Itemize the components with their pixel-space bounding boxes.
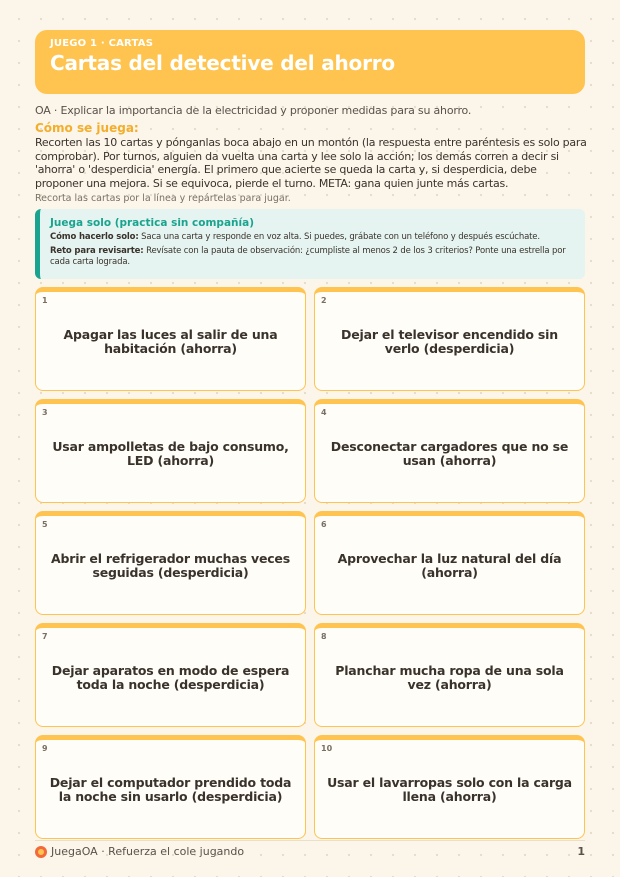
solo-review (50, 246, 575, 268)
solo-review-label: Reto para revisarte: (50, 246, 144, 256)
card-8 (314, 623, 585, 727)
cut-note: Recorta las cartas por la línea y repártelas para jugar. (35, 193, 291, 204)
card-3 (35, 399, 306, 503)
solo-review-text: Revísate con la pauta de observación: ¿cumpliste al menos 2 de los 3 criterios? Ponte una estrella por cada carta lograda. (50, 246, 566, 267)
solo-play-box (35, 209, 585, 279)
page-number: 1 (577, 845, 585, 858)
learning-objective: OA · Explicar la importancia de la electricidad y proponer medidas para su ahorro. (35, 104, 472, 117)
card-1 (35, 287, 306, 391)
card-5 (35, 511, 306, 615)
card-9 (35, 735, 306, 839)
card-number: 1 (42, 296, 48, 305)
card-text: Aprovechar la luz natural del día (ahorra) (337, 551, 562, 580)
card-text: Apagar las luces al salir de una habitación (ahorra) (63, 327, 278, 356)
card-10 (314, 735, 585, 839)
card-number: 2 (321, 296, 327, 305)
card-text: Abrir el refrigerador muchas veces seguidas (desperdicia) (51, 551, 290, 580)
solo-how (50, 232, 575, 243)
card-text: Usar el lavarropas solo con la carga llena (ahorra) (327, 775, 572, 804)
card-grid (35, 287, 585, 839)
card-4 (314, 399, 585, 503)
card-text: Dejar el televisor encendido sin verlo (desperdicia) (341, 327, 558, 356)
card-6 (314, 511, 585, 615)
card-number: 8 (321, 632, 327, 641)
card-number: 6 (321, 520, 327, 529)
howto-heading: Cómo se juega: (35, 121, 139, 135)
card-2 (314, 287, 585, 391)
card-text: Usar ampolletas de bajo consumo, LED (ahorra) (52, 439, 289, 468)
page-title: Cartas del detective del ahorro (50, 51, 395, 75)
card-text: Dejar aparatos en modo de espera toda la noche (desperdicia) (51, 663, 290, 692)
solo-how-label: Cómo hacerlo solo: (50, 232, 139, 242)
card-number: 9 (42, 744, 48, 753)
title-banner (35, 30, 585, 94)
card-number: 4 (321, 408, 327, 417)
solo-heading: Juega solo (practica sin compañía) (50, 217, 254, 229)
card-number: 10 (321, 744, 333, 753)
card-number: 3 (42, 408, 48, 417)
solo-how-text: Saca una carta y responde en voz alta. Si puedes, grábate con un teléfono y después escúchate. (141, 232, 540, 242)
card-text: Dejar el computador prendido toda la noche sin usarlo (desperdicia) (49, 775, 292, 804)
card-7 (35, 623, 306, 727)
footer-brand: JuegaOA · Refuerza el cole jugando (51, 845, 245, 858)
card-number: 5 (42, 520, 48, 529)
card-text: Desconectar cargadores que no se usan (ahorra) (330, 439, 569, 468)
card-number: 7 (42, 632, 48, 641)
howto-instructions: Recorten las 10 cartas y pónganlas boca abajo en un montón (la respuesta entre paréntesis es solo para comprobar). Por turnos, alguien da vuelta una carta y lee solo la acción; los demás corren a decir si 'ahorra' o 'desperdicia' energía. El primero que acierte se queda la carta y, si desperdicia, debe proponer una mejora. Si se equivoca, pierde el turno. META: gana quien junte más cartas. (35, 136, 587, 190)
juegaoa-logo-icon (35, 846, 47, 858)
game-kicker: JUEGO 1 · CARTAS (50, 38, 154, 49)
page-footer (35, 840, 585, 858)
card-text: Planchar mucha ropa de una sola vez (ahorra) (335, 663, 564, 692)
